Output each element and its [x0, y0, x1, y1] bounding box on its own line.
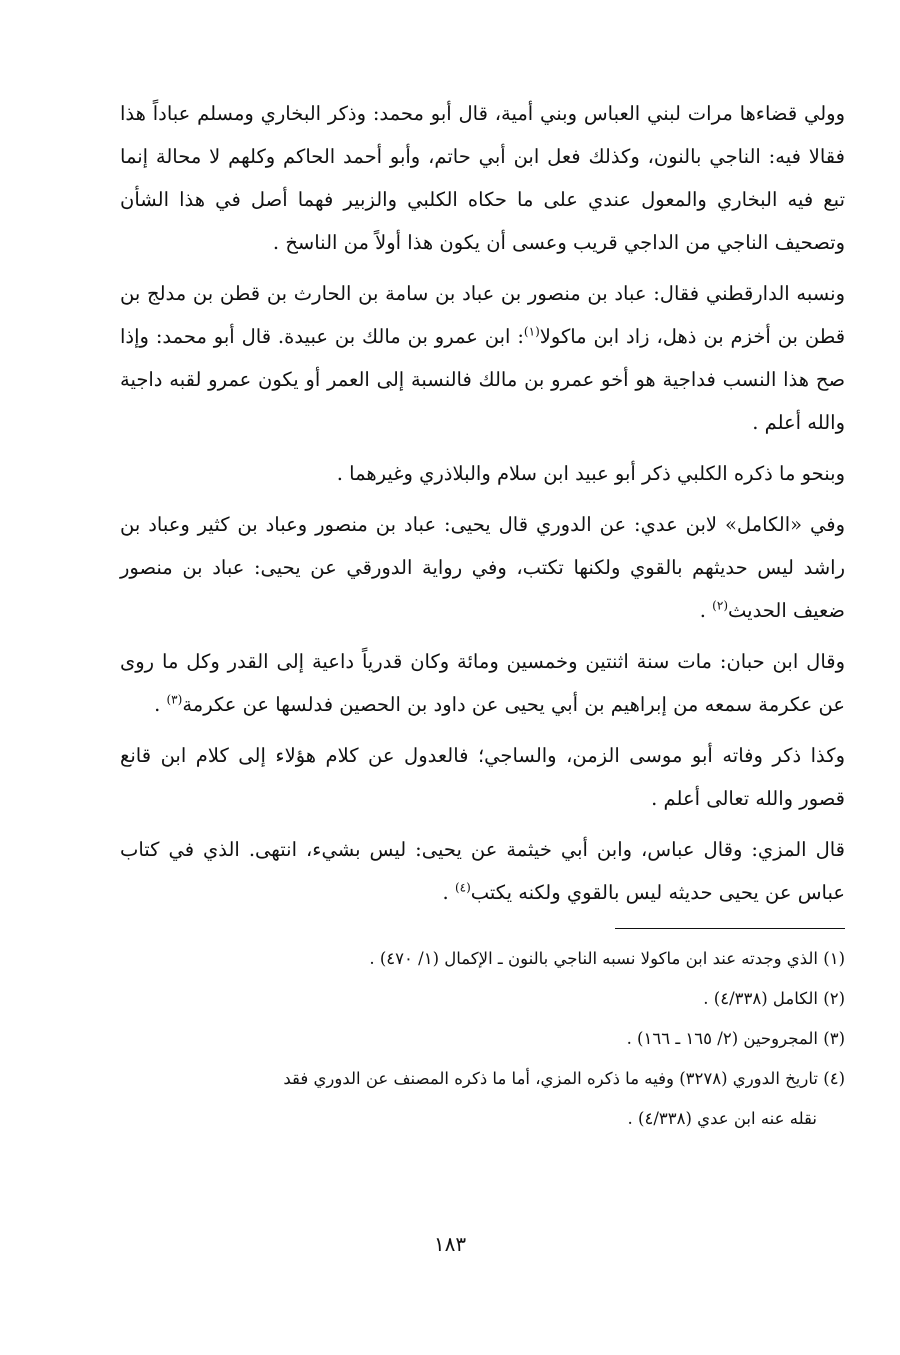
text-line: وبنحو ما ذكره الكلبي ذكر أبو عبيد ابن سلام والبلاذري وغيرهما . [336, 462, 845, 485]
page-number: ١٨٣ [433, 1232, 467, 1256]
text-line: قال المزي: وقال عباس، وابن أبي خيثمة عن يحيى: ليس بشيء، انتهى. [248, 838, 845, 861]
main-text [120, 92, 845, 914]
text-line: قطن بن مدلج بن قطن بن أخزم بن ذهل، زاد ابن ماكولا [120, 282, 846, 348]
text-line: الدورقي عن يحيى: عباد بن منصور ضعيف الحديث [120, 556, 845, 622]
text-line: قريب وعسى أن يكون هذا أولاً من الناسخ . [272, 231, 618, 254]
text-line: وأبو أحمد الحاكم وكلهم لا محالة إنما تبع فيه البخاري والمعول عندي على ما [120, 145, 845, 211]
text-line: وكل ما روى عن عكرمة سمعه من إبراهيم بن أبي يحيى عن داود بن [120, 650, 845, 716]
footnote-ref: (١) [523, 324, 540, 339]
text-line: . [699, 599, 713, 622]
text-line: . [154, 693, 167, 716]
paragraph-7 [120, 828, 845, 914]
footnote-2: (٢) الكامل (٤/٣٣٨) . [703, 989, 845, 1008]
text-line: مالك بن عبيدة. قال أبو محمد: وإذا صح هذا النسب فداجية هو أخو عمرو [120, 325, 846, 391]
text-line: . [442, 881, 455, 904]
paragraph-4 [120, 503, 845, 632]
text-line: حكاه الكلبي والزبير فهما أصل في هذا الشأن وتصحيف الناجي من الداجي [120, 188, 845, 254]
footnote-4-continuation: نقله عنه ابن عدي (٤/٣٣٨) . [627, 1109, 817, 1128]
text-line: : ابن عمرو بن [407, 325, 524, 348]
paragraph-5 [120, 640, 845, 726]
footnote-1: (١) الذي وجدته عند ابن ماكولا نسبه الناجي بالنون ـ الإكمال (١/ ٤٧٠) . [369, 949, 845, 968]
footnote-ref: (٣) [166, 692, 183, 707]
text-line: الحصين فدلسها عن عكرمة [182, 693, 401, 716]
footnote-3: (٣) المجروحين (٢/ ١٦٥ ـ ١٦٦) . [626, 1029, 845, 1048]
text-line: وولي قضاءها مرات لبني العباس وبني أمية، قال أبو محمد: وذكر البخاري [260, 102, 845, 125]
footnotes [120, 939, 845, 1139]
paragraph-2 [120, 272, 845, 444]
text-line: وفي «الكامل» لابن عدي: عن الدوري قال يحيى: عباد بن منصور وعباد [265, 513, 845, 536]
book-page [120, 92, 845, 1355]
text-line: ومسلم عباداً هذا فقالا فيه: الناجي بالنون، وكذلك فعل ابن أبي حاتم، [120, 102, 845, 168]
paragraph-6 [120, 734, 845, 820]
paragraph-1 [120, 92, 845, 264]
footnote-4: (٤) تاريخ الدوري (٣٢٧٨) وفيه ما ذكره المزي، أما ما ذكره المصنف عن الدوري فقد [283, 1069, 845, 1088]
text-line: بن كثير وعباد بن راشد ليس حديثهم بالقوي ولكنها تكتب، وفي رواية [120, 513, 846, 579]
footnote-ref: (٢) [712, 598, 728, 613]
footnote-divider [615, 928, 845, 929]
text-line: بن مالك فالنسبة إلى العمر أو يكون عمرو لقبه داجية والله أعلم . [120, 368, 845, 434]
paragraph-3 [120, 452, 845, 495]
text-line: وكذا ذكر وفاته أبو موسى الزمن، والساجي؛ فالعدول عن كلام هؤلاء إلى [238, 744, 845, 767]
text-line: الذي في كتاب عباس عن يحيى حديثه ليس بالقوي ولكنه يكتب [120, 838, 845, 904]
text-line: ونسبه الدارقطني فقال: عباد بن منصور بن عباد بن سامة بن الحارث بن [266, 282, 845, 305]
text-line: كلام ابن قانع قصور والله تعالى أعلم . [120, 744, 845, 810]
footnote-ref: (٤) [454, 880, 471, 895]
text-line: وقال ابن حبان: مات سنة اثنتين وخمسين ومائة وكان قدرياً داعية إلى القدر [227, 650, 845, 673]
